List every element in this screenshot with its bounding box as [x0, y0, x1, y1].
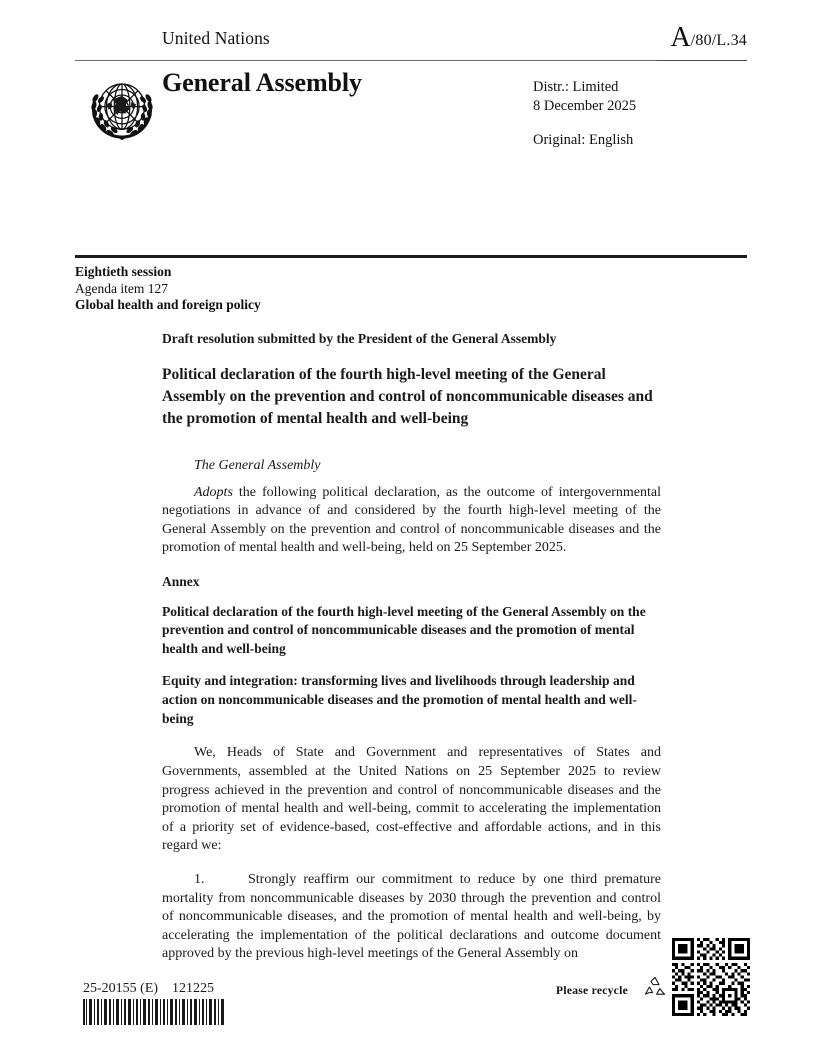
document-symbol-rest: /80/L.34	[690, 32, 747, 49]
recycle-icon	[642, 975, 668, 1004]
footer-right	[556, 930, 756, 1022]
agenda-item: Agenda item 127	[75, 280, 168, 296]
document-date: 8 December 2025	[533, 98, 637, 115]
paragraph-1-text: Strongly reaffirm our commitment to reduce by one third premature mortality from noncommunicable diseases by 2030 through the prevention and control of noncommunicable diseases, and the promotion of mental health and well-being, by accelerating the implementation of the political declarations and outcome document approved by the previous high-level meetings of the General Assembly on	[162, 871, 661, 962]
session-line: Eightieth session	[75, 264, 172, 279]
distribution-gap	[533, 116, 636, 131]
masthead-top-row	[75, 22, 747, 54]
distribution-block	[533, 78, 636, 150]
annex-title: Political declaration of the fourth high-level meeting of the General Assembly on the prevention and control of noncommunicable diseases and the promotion of mental health and well-being	[162, 603, 646, 656]
organization-name: United Nations	[162, 28, 270, 48]
document-symbol-prefix: A	[670, 22, 691, 53]
document-symbol	[671, 24, 748, 52]
masthead	[75, 22, 747, 149]
session-block	[75, 264, 261, 314]
preamble-paragraph: We, Heads of State and Government and representatives of States and Governments, assembled at the United Nations on 25 September 2025 to review progress achieved in the prevention and control of noncommunicable diseases and the promotion of mental health and well-being, commit to accelerating the implementation of a priority set of evidence-based, cost-effective and affordable actions, and in this regard we:	[162, 745, 661, 854]
organ-line: The General Assembly	[194, 457, 321, 473]
masthead-rule-right	[657, 60, 747, 61]
annex-subtitle: Equity and integration: transforming lives and livelihoods through leadership and action on noncommunicable diseases and the promotion of mental health and well-being	[162, 673, 637, 726]
recycle-label: Please recycle	[556, 985, 628, 997]
job-number: 25-20155 (E) 121225	[83, 981, 215, 996]
annex-heading: Annex	[162, 573, 200, 589]
body-name: General Assembly	[162, 68, 362, 97]
paragraph-1-number: 1.	[194, 871, 205, 887]
footer-left	[83, 981, 313, 1025]
adopts-lead: Adopts	[194, 484, 233, 500]
qr-code	[672, 938, 750, 1016]
barcode	[83, 999, 225, 1025]
document-content	[162, 330, 661, 979]
original-language: Original: English	[533, 132, 634, 149]
session-divider-rule	[75, 255, 747, 258]
agenda-title: Global health and foreign policy	[75, 297, 261, 313]
submitted-by-heading: Draft resolution submitted by the President of the General Assembly	[162, 331, 557, 346]
adopts-text: the following political declaration, as the outcome of intergovernmental negotiations in advance of and considered by the fourth high-level meeting of the General Assembly on the prevention and control of noncommunicable diseases and the promotion of mental health and well-being, held on 25 September 2025.	[162, 484, 661, 556]
distribution-line: Distr.: Limited	[533, 79, 619, 95]
adopts-paragraph	[162, 484, 661, 558]
page-title: Political declaration of the fourth high-level meeting of the General Assembly on the prevention and control of noncommunicable diseases and the promotion of mental health and well-being	[162, 365, 653, 427]
masthead-rule-left	[75, 60, 747, 61]
un-emblem	[83, 70, 161, 148]
